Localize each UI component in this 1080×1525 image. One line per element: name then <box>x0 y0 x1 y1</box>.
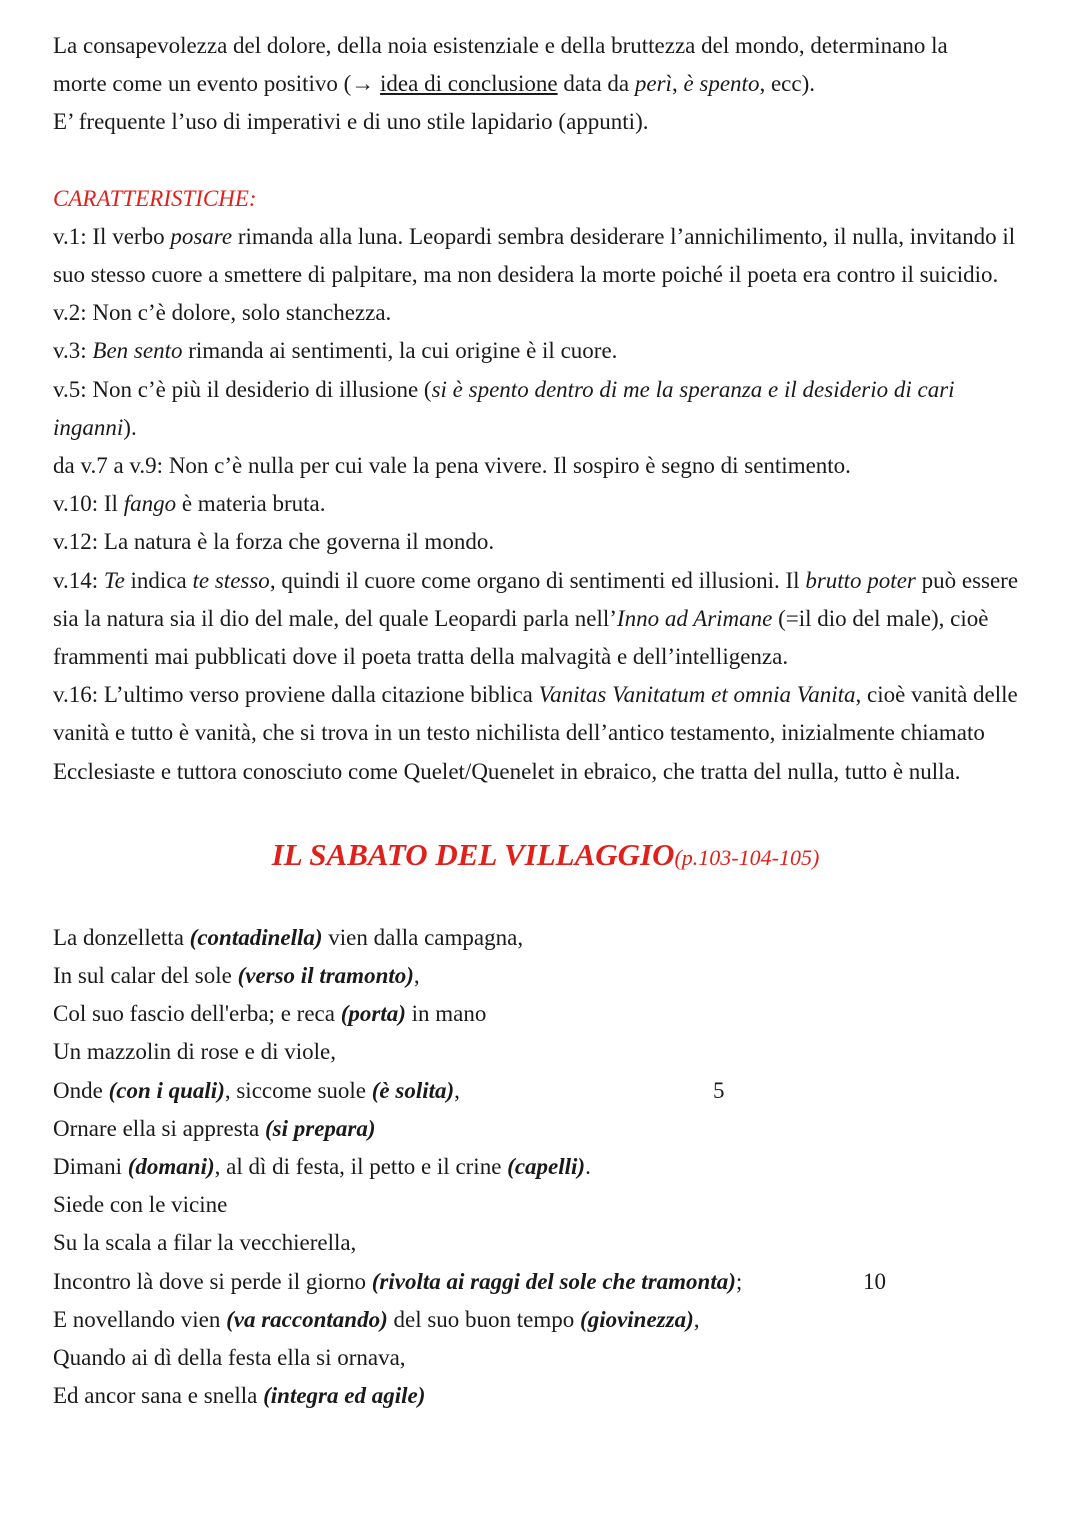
poem-page-reference: (p.103-104-105) <box>674 844 820 870</box>
poem-line-6: Ornare ella si appresta (si prepara) <box>53 1115 376 1141</box>
poem-title: IL SABATO DEL VILLAGGIO <box>271 836 675 872</box>
poem-line-3: Col suo fascio dell'erba; e reca (porta) in mano <box>53 1001 487 1027</box>
poem-line-2: In sul calar del sole (verso il tramonto), <box>53 963 420 989</box>
poem-title-block <box>53 837 1038 873</box>
poem-body <box>53 919 1038 1416</box>
note-v7-v9: da v.7 a v.9: Non c’è nulla per cui vale la pena vivere. Il sospiro è segno di sentimento. <box>53 453 851 479</box>
poem-line-9: Su la scala a filar la vecchierella, <box>53 1230 357 1256</box>
poem-line-7: Dimani (domani), al dì di festa, il petto e il crine (capelli). <box>53 1154 591 1180</box>
document-page <box>53 27 1038 1416</box>
note-v12: v.12: La natura è la forza che governa il mondo. <box>53 529 495 555</box>
note-v16: v.16: L’ultimo verso proviene dalla citazione biblica Vanitas Vanitatum et omnia Vanita, cioè vanità delle vanità e tutto è vanità, che si trova in un testo nichilista dell’antico testamento, inizialmente chiamato Ecclesiaste e tuttora conosciuto come Quelet/Quenelet in ebraico, che tratta del nulla, tutto è nulla. <box>53 682 1018 784</box>
caratteristiche-heading: CARATTERISTICHE: <box>53 185 257 211</box>
note-v3: v.3: Ben sento rimanda ai sentimenti, la cui origine è il cuore. <box>53 338 618 364</box>
intro-line-1: La consapevolezza del dolore, della noia esistenziale e della bruttezza del mondo, determinano la <box>53 33 948 58</box>
poem-line-1: La donzelletta (contadinella) vien dalla campagna, <box>53 924 524 950</box>
note-v2: v.2: Non c’è dolore, solo stanchezza. <box>53 300 392 326</box>
line-number: 10 <box>863 1268 886 1294</box>
poem-line-8: Siede con le vicine <box>53 1192 228 1218</box>
poem-line-4: Un mazzolin di rose e di viole, <box>53 1039 336 1065</box>
note-v5: v.5: Non c’è più il desiderio di illusione (si è spento dentro di me la speranza e il desiderio di cari inganni). <box>53 376 955 440</box>
poem-line-10: Incontro là dove si perde il giorno (rivolta ai raggi del sole che tramonta); 10 <box>53 1263 1038 1301</box>
note-v1: v.1: Il verbo posare rimanda alla luna. Leopardi sembra desiderare l’annichilimento, il nulla, invitando il suo stesso cuore a smettere di palpitare, ma non desidera la morte poiché il poeta era contro il suicidio. <box>53 223 1016 288</box>
poem-line-12: Quando ai dì della festa ella si ornava, <box>53 1345 406 1371</box>
poem-line-13: Ed ancor sana e snella (integra ed agile) <box>53 1383 426 1409</box>
poem-line-11: E novellando vien (va raccontando) del suo buon tempo (giovinezza), <box>53 1306 700 1332</box>
underlined-phrase: idea di conclusione <box>380 71 558 97</box>
note-v14: v.14: Te indica te stesso, quindi il cuore come organo di sentimenti ed illusioni. Il brutto poter può essere sia la natura sia il dio del male, del quale Leopardi parla nell’Inno ad Arimane (=il dio del male), cioè frammenti mai pubblicati dove il poeta tratta della malvagità e dell’intelligenza. <box>53 567 1019 670</box>
intro-line-3: E’ frequente l’uso di imperativi e di uno stile lapidario (appunti). <box>53 109 649 135</box>
note-v10: v.10: Il fango è materia bruta. <box>53 491 326 517</box>
poem-line-5: Onde (con i quali), siccome suole (è solita), 5 <box>53 1072 1038 1110</box>
line-number: 5 <box>713 1077 725 1103</box>
intro-line-2: morte come un evento positivo (→ idea di conclusione data da perì, è spento, ecc). <box>53 71 815 97</box>
